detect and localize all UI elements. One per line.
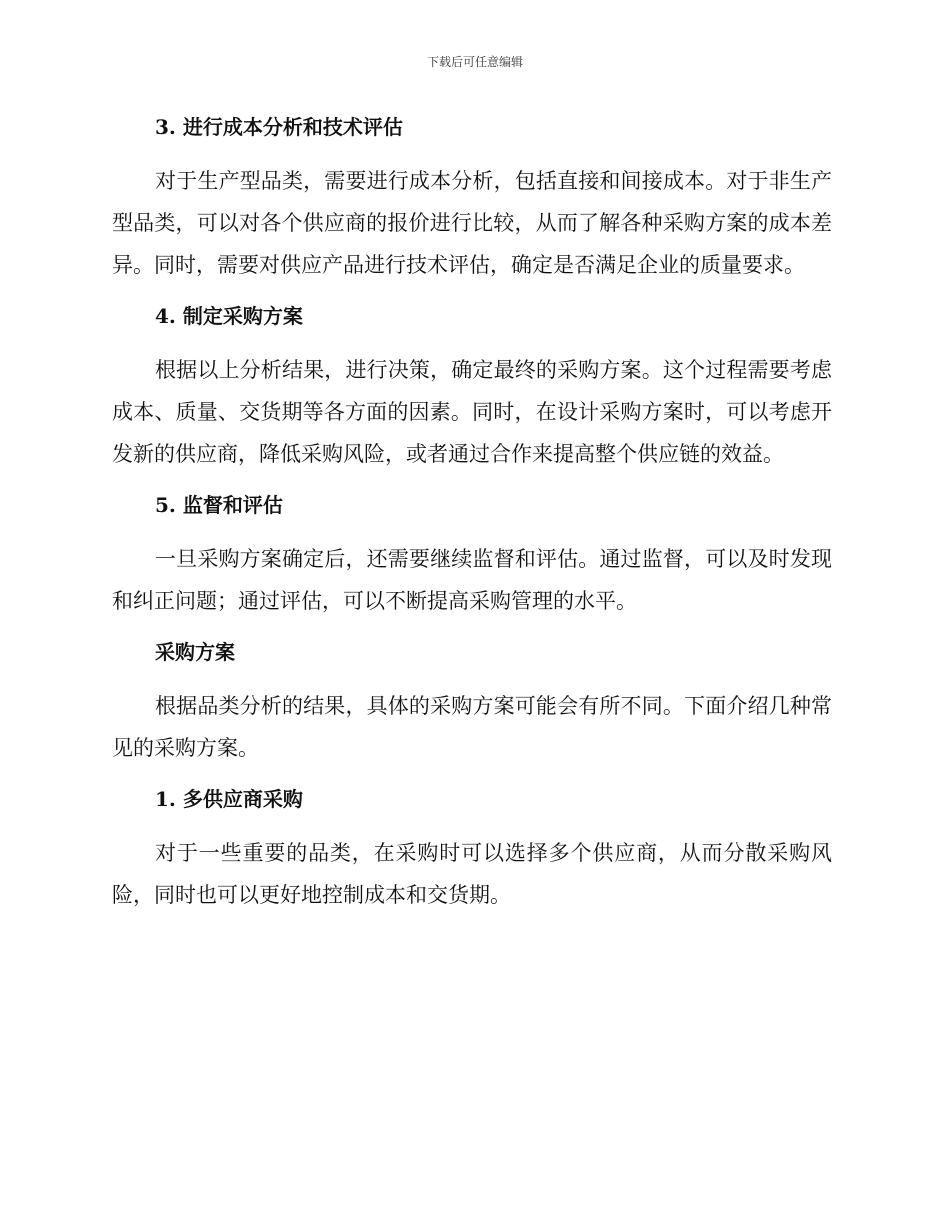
paragraph-cost-analysis: 对于生产型品类，需要进行成本分析，包括直接和间接成本。对于非生产型品类，可以对各个供应商的报价进行比较，从而了解各种采购方案的成本差异。同时，需要对供应产品进行技术评估，确定是否满足企业的质量要求。: [112, 169, 832, 277]
paragraph-plan: 根据以上分析结果，进行决策，确定最终的采购方案。这个过程需要考虑成本、质量、交货期等各方面的因素。同时，在设计采购方案时，可以考虑开发新的供应商，降低采购风险，或者通过合作来提高整个供应链的效益。: [112, 358, 832, 466]
section-heading-cost-analysis: 3. 进行成本分析和技术评估: [155, 115, 403, 139]
document-body: [112, 110, 832, 929]
paragraph-procurement-plans: 根据品类分析的结果，具体的采购方案可能会有所不同。下面介绍几种常见的采购方案。: [112, 694, 832, 760]
paragraph-monitor: 一旦采购方案确定后，还需要继续监督和评估。通过监督，可以及时发现和纠正问题；通过评估，可以不断提高采购管理的水平。: [112, 547, 832, 613]
section-heading-plan: 4. 制定采购方案: [155, 304, 303, 328]
page-header: 下载后可任意编辑: [426, 55, 523, 69]
paragraph-multi-supplier: 对于一些重要的品类，在采购时可以选择多个供应商，从而分散采购风险，同时也可以更好地控制成本和交货期。: [112, 841, 832, 907]
section-heading-monitor: 5. 监督和评估: [155, 493, 283, 517]
section-heading-multi-supplier: 1. 多供应商采购: [155, 787, 303, 811]
section-heading-procurement-plans: 采购方案: [155, 640, 235, 664]
